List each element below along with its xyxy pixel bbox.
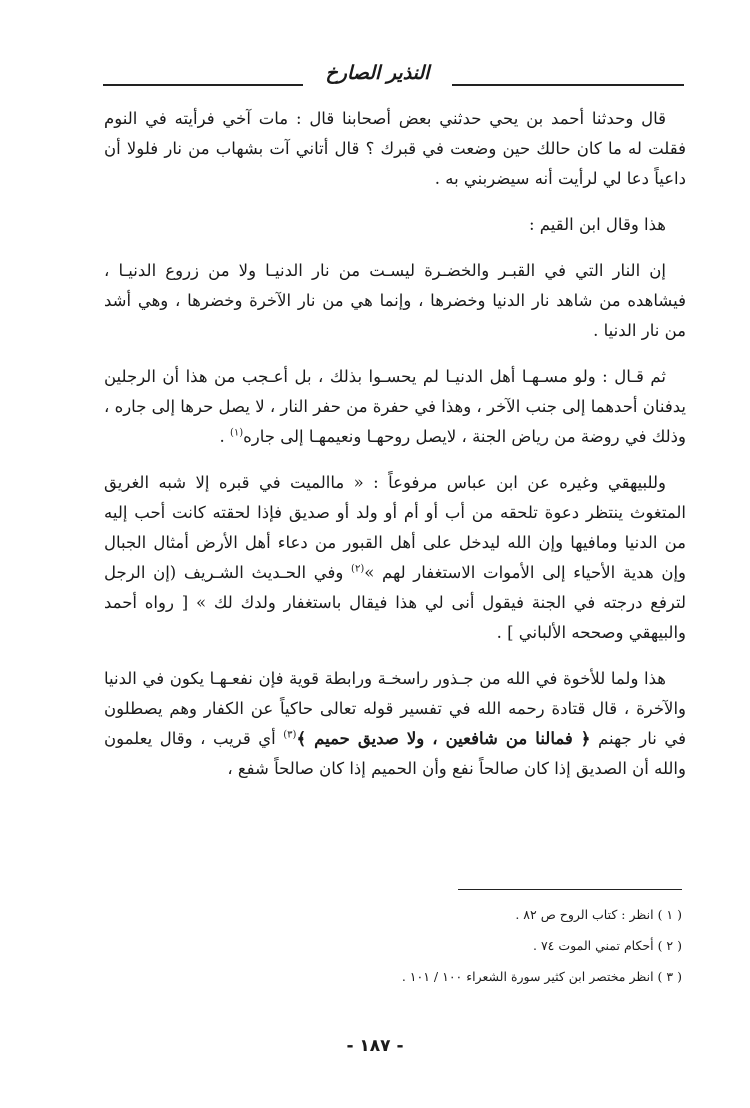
- footnote-3: ( ٣ ) انظر مختصر ابن كثير سورة الشعراء ١٠٠ / ١٠١ .: [401, 969, 682, 984]
- footnote-2: ( ٢ ) أحكام تمني الموت ٧٤ .: [533, 938, 682, 953]
- paragraph-2-text: هذا وقال ابن القيم :: [528, 215, 666, 234]
- paragraph-3: [104, 256, 686, 346]
- paragraph-3-text: إن النار التي في القبـر والخضـرة ليسـت من نار الدنيـا ولا من زروع الدنيـا ، فيشاهده من شاهد نار الدنيا وخضرها ، وإنما هي من نار الآخرة وخضرها ، وهي أشد من نار الدنيا .: [104, 261, 686, 340]
- running-header: [0, 62, 750, 98]
- paragraph-4-text: ثم قـال : ولو مسـهـا أهل الدنيـا لم يحسـوا بذلك ، بل أعـجب من هذا أن الرجلين يدفنان أحدهما إلى جنب الآخر ، وهذا في حفرة من حفر النار ، لا يصل حرها إلى جاره ، وذلك في روضة من رياض الجنة ، لايصل روحهـا ونعيمهـا إلى جاره: [104, 367, 686, 446]
- footnote-mark-1: (١): [229, 427, 244, 439]
- header-rule-left: [103, 84, 303, 86]
- main-text: [104, 104, 686, 800]
- page-number: - ١٨٧ -: [346, 1036, 404, 1056]
- paragraph-4: ثم قـال : ولو مسـهـا أهل الدنيـا لم يحسـوا بذلك ، بل أعـجب من هذا أن الرجلين يدفنان أحدهما إلى جنب الآخر ، وهذا في حفرة من حفر النار ، لا يصل حرها إلى جاره ، وذلك في روضة من رياض الجنة ، لايصل روحهـا ونعيمهـا إلى جاره$^{(١)}$ .: [104, 367, 686, 446]
- paragraph-1-text: قال وحدثنا أحمد بن يحي حدثني بعض أصحابنا قال : مات آخي فرأيته في النوم فقلت له ما كان حالك حين وضعت في قبرك ؟ قال أتاني آت بشهاب من نار فلولا أن داعياً دعا لي لرأيت أنه سيضربني به .: [104, 109, 686, 188]
- paragraph-5-hadith: وفي الحـديث الشـريف (إن الرجل لترفع درجته في الجنة فيقول أنى لي هذا فيقال باستغفار ولدك لك » [ رواه أحمد والبيهقي وصححه الألباني ] .: [104, 563, 686, 642]
- footnotes: [300, 899, 682, 992]
- header-rule-right: [452, 84, 684, 86]
- paragraph-5-text: وللبيهقي وغيره عن ابن عباس مرفوعاً : « ماالميت في قبره إلا شبه الغريق المتغوث ينتظر دعوة تلحقه من أب أو أم أو ولد أو صديق فإذا لحقته كانت أحب إليه من الدنيا ومافيها وإن الله ليدخل على أهل القبور من دعاء أهل الأرض أمثال الجبال وإن هدية الأحياء إلى الأموات الاستغفار لهم »: [104, 473, 686, 582]
- footnote-mark-2: (٢): [351, 563, 365, 575]
- quran-quote: ﴿ فمالنا من شافعين ، ولا صديق حميم ﴾: [296, 729, 591, 748]
- paragraph-6: [104, 664, 686, 784]
- paragraph-2: [104, 210, 686, 240]
- footnote-divider: [458, 889, 682, 890]
- footnote-mark-3: (٣): [283, 729, 297, 741]
- paragraph-6-text: هذا ولما للأخوة في الله من جـذور راسخـة ورابطة قوية فإن نفعـهـا يكون في الدنيا والآخرة ، قال قتادة رحمه الله في تفسير قوله تعالى حاكياً عن الكفار وهم يصطلون في نار جهنم: [104, 669, 687, 748]
- header-title: النذير الصارخ: [325, 62, 430, 84]
- paragraph-5: [104, 468, 686, 648]
- footnote-1: ( ١ ) انظر : كتاب الروح ص ٨٢ .: [515, 907, 682, 922]
- paragraph-6-end: أي قريب ، وقال يعلمون والله أن الصديق إذا كان صالحاً نفع وأن الحميم إذا كان صالحاً شفع ،: [104, 729, 686, 778]
- paragraph-1: [104, 104, 686, 194]
